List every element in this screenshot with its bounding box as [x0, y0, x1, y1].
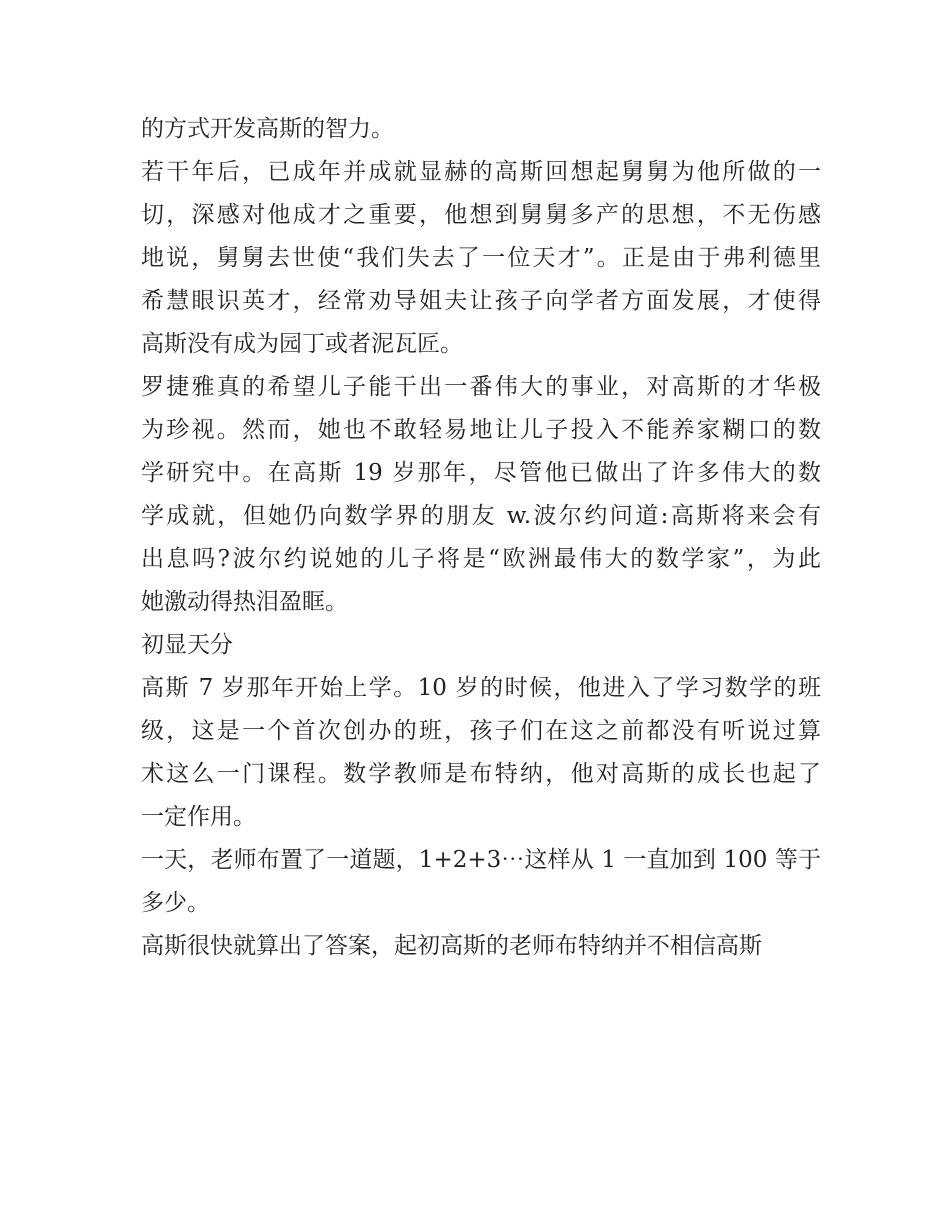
- text-line: 高斯 7 岁那年开始上学。10 岁的时候，他进入了学习数学的班: [141, 675, 821, 701]
- text-line: 高斯很快就算出了答案，起初高斯的老师布特纳并不相信高斯: [141, 933, 762, 959]
- paragraph: [141, 839, 821, 925]
- text-line: 出息吗?波尔约说她的儿子将是“欧洲最伟大的数学家”，为此: [141, 546, 821, 572]
- text-line: 罗捷雅真的希望儿子能干出一番伟大的事业，对高斯的才华极: [141, 374, 821, 400]
- document-body: [141, 108, 821, 968]
- text-line: 初显天分: [141, 632, 233, 658]
- text-line: 她激动得热泪盈眶。: [141, 589, 348, 615]
- text-line: 学成就，但她仍向数学界的朋友 w.波尔约问道:高斯将来会有: [141, 503, 821, 529]
- text-line: 一定作用。: [141, 804, 256, 830]
- paragraph: [141, 925, 821, 968]
- paragraph: [141, 667, 821, 839]
- text-line: 希慧眼识英才，经常劝导姐夫让孩子向学者方面发展，才使得: [141, 288, 821, 314]
- text-line: 切，深感对他成才之重要，他想到舅舅多产的思想，不无伤感: [141, 202, 821, 228]
- section-heading: [141, 624, 821, 667]
- text-line: 级，这是一个首次创办的班，孩子们在这之前都没有听说过算: [141, 718, 821, 744]
- text-line: 多少。: [141, 890, 210, 916]
- text-line: 高斯没有成为园丁或者泥瓦匠。: [141, 331, 463, 357]
- paragraph: [141, 151, 821, 366]
- text-line: 为珍视。然而，她也不敢轻易地让儿子投入不能养家糊口的数: [141, 417, 821, 443]
- paragraph: [141, 366, 821, 624]
- text-line: 术这么一门课程。数学教师是布特纳，他对高斯的成长也起了: [141, 761, 821, 787]
- text-line: 学研究中。在高斯 19 岁那年，尽管他已做出了许多伟大的数: [141, 460, 821, 486]
- text-line: 若干年后，已成年并成就显赫的高斯回想起舅舅为他所做的一: [141, 159, 821, 185]
- text-line: 的方式开发高斯的智力。: [141, 116, 394, 142]
- text-line: 地说，舅舅去世使“我们失去了一位天才”。正是由于弗利德里: [141, 245, 821, 271]
- text-line: 一天，老师布置了一道题，1+2+3⋯这样从 1 一直加到 100 等于: [141, 847, 821, 873]
- paragraph: [141, 108, 821, 151]
